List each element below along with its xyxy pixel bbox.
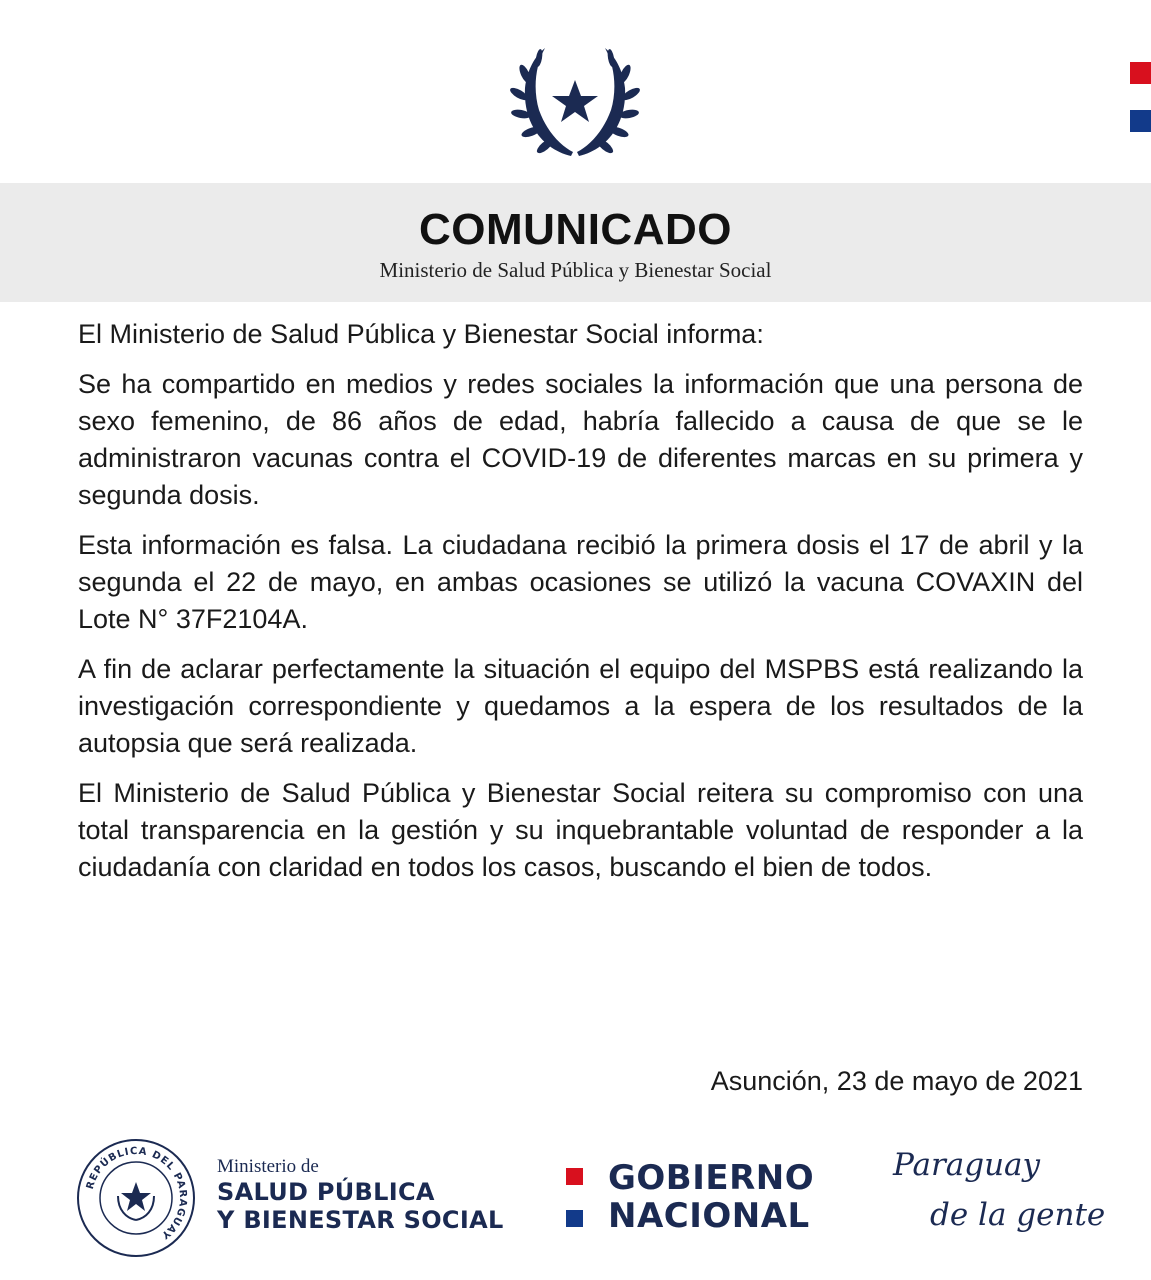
- communique-body: [78, 316, 1083, 899]
- paraguay-slogan-logo: [888, 1145, 1106, 1245]
- slogan-line-2: de la gente: [930, 1197, 1106, 1233]
- flag-blue-square: [1130, 110, 1151, 132]
- slogan-line-1: Paraguay: [893, 1147, 1041, 1183]
- title-banner: [0, 183, 1151, 302]
- republic-seal-icon: [76, 1138, 196, 1258]
- seal-text: REPÚBLICA DEL PARAGUAY: [84, 1145, 189, 1242]
- gov-blue-square: [566, 1210, 583, 1227]
- laurel-star-emblem-icon: [505, 38, 645, 163]
- ministry-logo: [217, 1156, 537, 1234]
- gov-line-2: NACIONAL: [608, 1196, 810, 1236]
- ministry-small-label: Ministerio de: [217, 1156, 319, 1177]
- ministry-line-2: Y BIENESTAR SOCIAL: [217, 1206, 504, 1234]
- page-title: COMUNICADO: [419, 205, 732, 254]
- paragraph-investigation: A fin de aclarar perfectamente la situación el equipo del MSPBS está realizando la investigación correspondiente y quedamos a la espera de los resultados de la autopsia que será realizada.: [78, 654, 1083, 758]
- paragraph-fact: Esta información es falsa. La ciudadana recibió la primera dosis el 17 de abril y la segunda el 22 de mayo, en ambas ocasiones se utilizó la vacuna COVAXIN del Lote N° 37F2104A.: [78, 530, 1083, 634]
- paragraph-commitment: El Ministerio de Salud Pública y Bienestar Social reitera su compromiso con una total transparencia en la gestión y su inquebrantable voluntad de responder a la ciudadanía con claridad en todos los casos, buscando el bien de todos.: [78, 778, 1083, 882]
- paragraph-claim: Se ha compartido en medios y redes sociales la información que una persona de sexo femenino, de 86 años de edad, habría fallecido a causa de que se le administraron vacunas contra el COVID-19 de diferentes marcas en su primera y segunda dosis.: [78, 369, 1083, 510]
- gov-red-square: [566, 1168, 583, 1185]
- gobierno-nacional-logo: [566, 1160, 826, 1240]
- date-line: Asunción, 23 de mayo de 2021: [710, 1066, 1083, 1096]
- flag-red-square: [1130, 62, 1151, 84]
- ministry-line-1: SALUD PÚBLICA: [217, 1178, 435, 1206]
- gov-line-1: GOBIERNO: [608, 1158, 815, 1198]
- page-subtitle: Ministerio de Salud Pública y Bienestar Social: [379, 258, 772, 282]
- paragraph-intro: El Ministerio de Salud Pública y Bienestar Social informa:: [78, 319, 764, 349]
